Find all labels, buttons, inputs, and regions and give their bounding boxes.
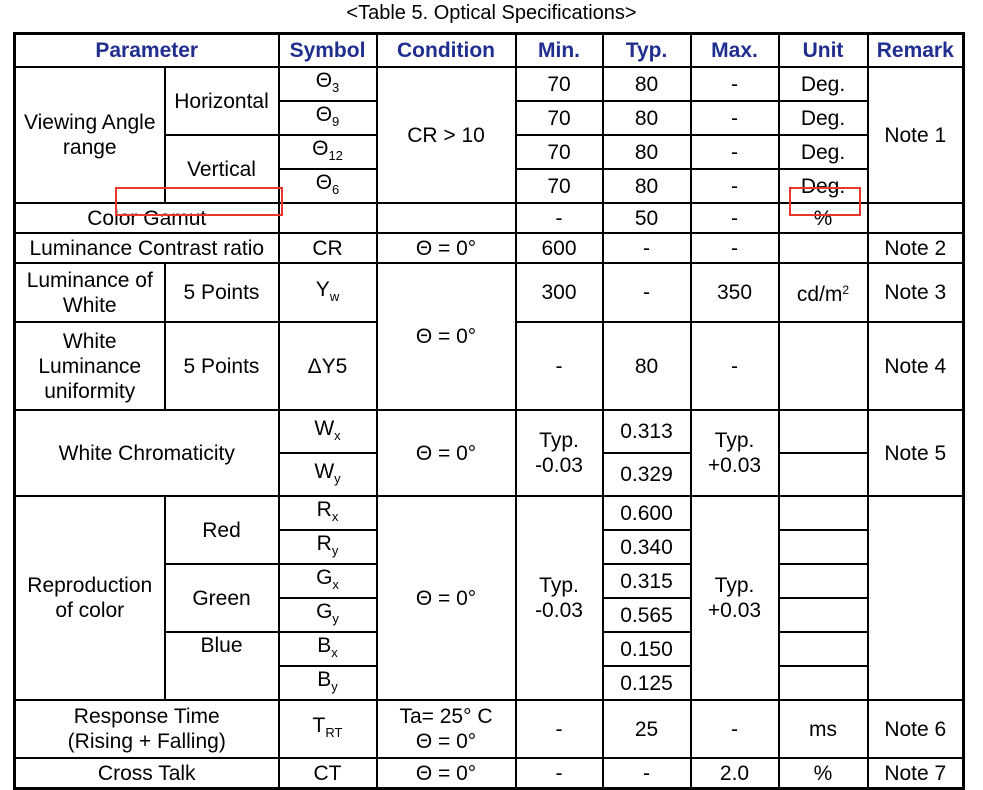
min-cell: - [516, 203, 603, 233]
typ-cell: 50 [603, 203, 691, 233]
typ-cell: 0.600 [603, 496, 691, 530]
header-typ: Typ. [603, 34, 691, 68]
symbol-cell: $\Theta_6$ [279, 169, 377, 203]
typ-cell: 0.315 [603, 564, 691, 598]
unit-cell: Deg. [779, 67, 868, 101]
symbol-cell: $B_x$ [279, 632, 377, 666]
min-cell: 600 [516, 233, 603, 263]
symbol-cell: CT [279, 758, 377, 789]
table-row [15, 67, 964, 101]
remark-cell: Note 1 [868, 67, 964, 203]
min-cell: Typ. -0.03 [516, 410, 603, 496]
symbol-cell: $R_y$ [279, 530, 377, 564]
remark-cell: Note 7 [868, 758, 964, 789]
uniformity-param: White Luminance uniformity [15, 322, 165, 410]
lum-white-param: Luminance of White [15, 263, 165, 322]
viewing-condition: CR > 10 [377, 67, 516, 203]
typ-cell: 80 [603, 67, 691, 101]
typ-cell: - [603, 233, 691, 263]
condition-cell: Θ = 0° [377, 410, 516, 496]
max-cell: - [691, 700, 779, 758]
symbol-cell: $\Theta_3$ [279, 67, 377, 101]
max-cell: - [691, 233, 779, 263]
unit-cell [779, 666, 868, 700]
symbol-cell: ΔY5 [279, 322, 377, 410]
unit-cell [779, 410, 868, 453]
remark-cell: Note 5 [868, 410, 964, 496]
max-cell: Typ. +0.03 [691, 496, 779, 700]
unit-cell: Deg. [779, 135, 868, 169]
symbol-cell: $T_{RT}$ [279, 700, 377, 758]
typ-cell: 80 [603, 135, 691, 169]
typ-cell: 0.313 [603, 410, 691, 453]
unit-cell [779, 453, 868, 496]
header-symbol: Symbol [279, 34, 377, 68]
red-label: Red [165, 496, 279, 564]
symbol-cell: $W_y$ [279, 453, 377, 496]
unit-cell: Deg. [779, 169, 868, 203]
header-condition: Condition [377, 34, 516, 68]
symbol-cell: $\Theta_{12}$ [279, 135, 377, 169]
min-cell: - [516, 322, 603, 410]
response-param: Response Time (Rising + Falling) [15, 700, 279, 758]
points-cell: 5 Points [165, 322, 279, 410]
typ-cell: 0.125 [603, 666, 691, 700]
min-cell: - [516, 758, 603, 789]
typ-cell: 80 [603, 169, 691, 203]
unit-cell [779, 632, 868, 666]
condition-cell: Θ = 0° [377, 496, 516, 700]
table-row [15, 496, 964, 530]
header-max: Max. [691, 34, 779, 68]
symbol-cell: CR [279, 233, 377, 263]
points-cell: 5 Points [165, 263, 279, 322]
remark-cell [868, 203, 964, 233]
remark-cell: Note 4 [868, 322, 964, 410]
remark-cell: Note 3 [868, 263, 964, 322]
symbol-cell: $B_y$ [279, 666, 377, 700]
max-cell: - [691, 169, 779, 203]
unit-cell: % [779, 203, 868, 233]
table-row [15, 410, 964, 453]
header-min: Min. [516, 34, 603, 68]
typ-cell: 0.565 [603, 598, 691, 632]
symbol-cell: $Y_w$ [279, 263, 377, 322]
unit-cell [779, 598, 868, 632]
table-row [15, 263, 964, 322]
min-cell: 300 [516, 263, 603, 322]
typ-cell: 25 [603, 700, 691, 758]
crosstalk-param: Cross Talk [15, 758, 279, 789]
unit-cell [779, 233, 868, 263]
max-cell: - [691, 135, 779, 169]
max-cell: - [691, 101, 779, 135]
unit-cell [779, 530, 868, 564]
unit-cell: ms [779, 700, 868, 758]
max-cell: 350 [691, 263, 779, 322]
min-cell: 70 [516, 135, 603, 169]
color-gamut-highlight-box [115, 187, 283, 216]
min-cell: 70 [516, 169, 603, 203]
symbol-cell: $G_y$ [279, 598, 377, 632]
min-cell: 70 [516, 67, 603, 101]
repro-param: Reproduction of color [15, 496, 165, 700]
typ-cell: 0.340 [603, 530, 691, 564]
contrast-param: Luminance Contrast ratio [15, 233, 279, 263]
green-label: Green [165, 564, 279, 632]
unit-cell: Deg. [779, 101, 868, 135]
vertical-label: Vertical [165, 135, 279, 203]
remark-cell: Note 2 [868, 233, 964, 263]
symbol-cell: $G_x$ [279, 564, 377, 598]
header-remark: Remark [868, 34, 964, 68]
min-cell: - [516, 700, 603, 758]
typ-cell: - [603, 758, 691, 789]
unit-cell: % [779, 758, 868, 789]
horizontal-label: Horizontal [165, 67, 279, 135]
unit-cell [779, 564, 868, 598]
condition-cell: Θ = 0° [377, 233, 516, 263]
min-cell: 70 [516, 101, 603, 135]
unit-cell [779, 496, 868, 530]
optical-spec-table [13, 32, 965, 790]
max-cell: - [691, 203, 779, 233]
viewing-angle-param: Viewing Angle range [15, 67, 165, 203]
unit-percent-highlight-box [789, 187, 861, 216]
max-cell: Typ. +0.03 [691, 410, 779, 496]
symbol-cell: $\Theta_9$ [279, 101, 377, 135]
symbol-cell: $R_x$ [279, 496, 377, 530]
header-parameter: Parameter [15, 34, 279, 68]
condition-cell: Θ = 0° [377, 758, 516, 789]
blue-label: Blue [165, 632, 279, 700]
symbol-cell: $W_x$ [279, 410, 377, 453]
color-gamut-param: Color Gamut [15, 203, 279, 233]
header-unit: Unit [779, 34, 868, 68]
table-row [15, 233, 964, 263]
header-row [15, 34, 964, 68]
symbol-cell [279, 203, 377, 233]
typ-cell: - [603, 263, 691, 322]
unit-cell [779, 322, 868, 410]
table-row [15, 758, 964, 789]
max-cell: - [691, 67, 779, 101]
unit-cell: $cd/m^2$ [779, 263, 868, 322]
min-cell: Typ. -0.03 [516, 496, 603, 700]
remark-cell: Note 6 [868, 700, 964, 758]
max-cell: - [691, 322, 779, 410]
lum-condition: Θ = 0° [377, 263, 516, 410]
chroma-param: White Chromaticity [15, 410, 279, 496]
remark-cell [868, 496, 964, 700]
max-cell: 2.0 [691, 758, 779, 789]
typ-cell: 0.150 [603, 632, 691, 666]
condition-cell [377, 203, 516, 233]
table-row [15, 700, 964, 758]
typ-cell: 80 [603, 322, 691, 410]
condition-cell: Ta= 25° C Θ = 0° [377, 700, 516, 758]
typ-cell: 80 [603, 101, 691, 135]
table-caption: <Table 5. Optical Specifications> [346, 2, 637, 24]
typ-cell: 0.329 [603, 453, 691, 496]
